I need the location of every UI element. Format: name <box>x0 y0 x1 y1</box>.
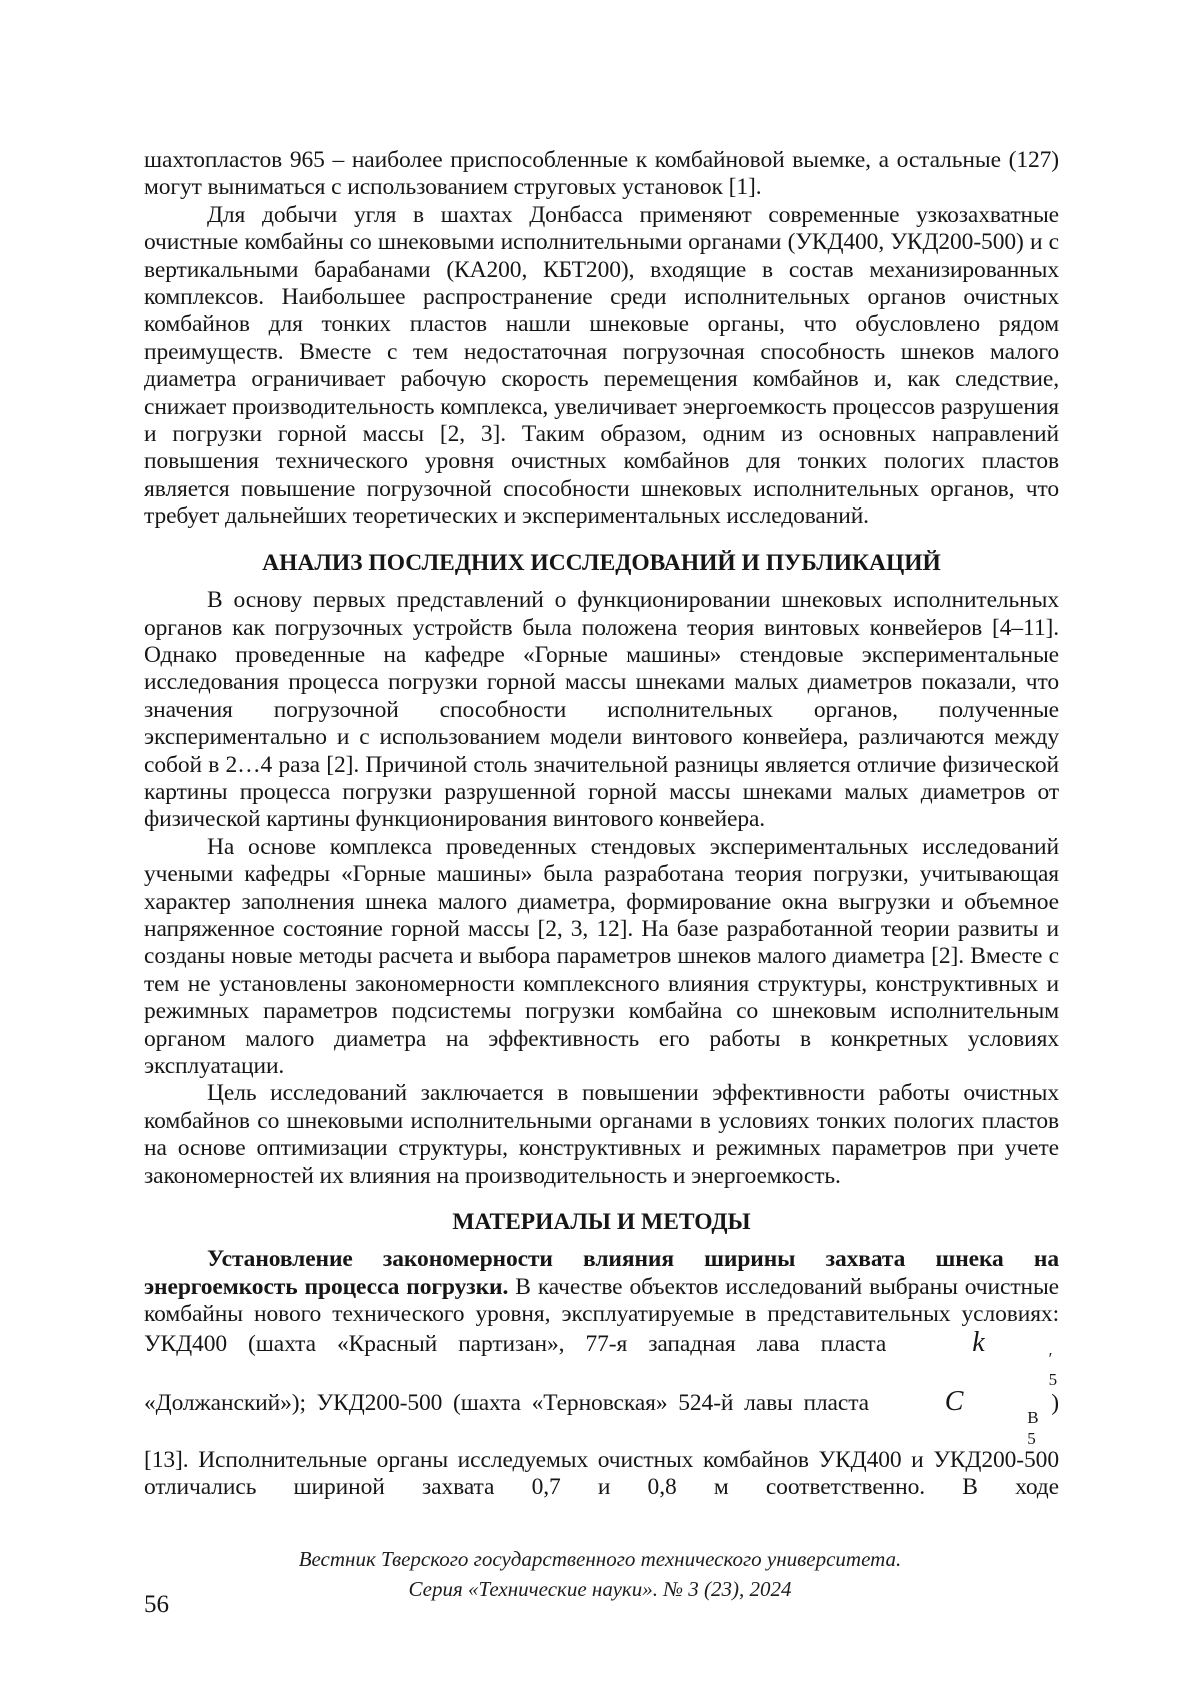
paragraph-lead-bold: Установление закономерности влияния ширины захвата шнека на энергоемкость процесса погрузки. <box>144 1246 1059 1300</box>
formula-base-symbol: C <box>944 1385 964 1417</box>
paragraph-text: В качестве объектов исследований выбраны очистные комбайны нового технического уровня, эксплуатируемые в представительных условиях: УКД400 (шахта «Красный партизан», 77-я западная лава пласта <box>144 1273 1059 1357</box>
inline-formula <box>882 1385 1039 1448</box>
paragraph-text: ) [13]. Исполнительные органы исследуемых очистных комбайнов УКД400 и УКД200-500 отличались шириной захвата 0,7 и 0,8 м соответственно. В ходе <box>144 1389 1059 1501</box>
inline-formula <box>909 1326 1057 1389</box>
body-paragraph <box>144 1080 1059 1190</box>
formula-subscript: 5 <box>1027 1428 1036 1448</box>
paragraph-text: Для добычи угля в шахтах Донбасса применяют современные узкозахватные очистные комбайны со шнековыми исполнительными органами (УКД400, УКД200-500) и с вертикальными барабанами (КА200, КБТ200), входящие в состав механизированных комплексов. Наибольшее распространение среди исполнительных органов очистных комбайнов для тонких пластов нашли шнековые органы, что обусловлено рядом преимуществ. Вместе с тем недостаточная погрузочная способность шнеков малого диаметра ограничивает рабочую скорость перемещения комбайнов и, как следствие, снижает производительность комплекса, увеличивает энергоемкость процессов разрушения и погрузки горной массы [2, 3]. Таким образом, одним из основных направлений повышения технического уровня очистных комбайнов для тонких пологих пластов является повышение погрузочной способности шнековых исполнительных органов, что требует дальнейших теоретических и экспериментальных исследований. <box>144 201 1059 530</box>
body-paragraph <box>144 587 1059 834</box>
body-paragraph <box>144 834 1059 1081</box>
body-paragraph <box>144 147 1059 202</box>
journal-footer-line1: Вестник Тверского государственного технического университета. <box>298 1547 902 1571</box>
paragraph-text: На основе комплекса проведенных стендовых экспериментальных исследований учеными кафедры «Горные машины» была разработана теория погрузки, учитывающая характер заполнения шнека малого диаметра, формирование окна выгрузки и объемное напряженное состояние горной массы [2, 3, 12]. На базе разработанной теории развиты и созданы новые методы расчета и выбора параметров шнеков малого диаметра [2]. Вместе с тем не установлены закономерности комплексного влияния структуры, конструктивных и режимных параметров подсистемы погрузки комбайна со шнековым исполнительным органом малого диаметра на эффективность его работы в конкретных условиях эксплуатации. <box>144 833 1059 1079</box>
section-heading: МАТЕРИАЛЫ И МЕТОДЫ <box>452 1209 751 1236</box>
formula-script-stack <box>964 1409 1038 1447</box>
formula-superscript: ′ <box>1048 1348 1053 1368</box>
formula-subscript: 5 <box>1048 1369 1057 1389</box>
formula-script-stack <box>986 1350 1057 1388</box>
body-paragraph <box>144 1246 1059 1501</box>
section-heading: АНАЛИЗ ПОСЛЕДНИХ ИССЛЕДОВАНИЙ И ПУБЛИКАЦИЙ <box>262 549 941 576</box>
article-body <box>144 147 1059 1501</box>
formula-superscript: В <box>1027 1407 1039 1427</box>
page-number: 56 <box>144 1591 169 1618</box>
body-paragraph <box>144 202 1059 531</box>
paragraph-text: В основу первых представлений о функционировании шнековых исполнительных органов как погрузочных устройств была положена теория винтовых конвейеров [4–11]. Однако проведенные на кафедре «Горные машины» стендовые экспериментальные исследования процесса погрузки горной массы шнеками малых диаметров показали, что значения погрузочной способности исполнительных органов, полученные экспериментально и с использованием модели винтового конвейера, различаются между собой в 2…4 раза [2]. Причиной столь значительной разницы является отличие физической картины процесса погрузки разрушенной горной массы шнеками малых диаметров от физической картины функционирования винтового конвейера. <box>144 587 1059 833</box>
journal-footer <box>0 1544 1200 1604</box>
formula-base-symbol: k <box>972 1326 985 1358</box>
paragraph-text: Цель исследований заключается в повышении эффективности работы очистных комбайнов со шнековыми исполнительными органами в условиях тонких пологих пластов на основе оптимизации структуры, конструктивных и режимных параметров при учете закономерностей их влияния на производительность и энергоемкость. <box>144 1080 1059 1189</box>
paragraph-text: «Должанский»); УКД200-500 (шахта «Терновская» 524-й лавы пласта <box>144 1389 880 1416</box>
paragraph-text: шахтопластов 965 – наиболее приспособленные к комбайновой выемке, а остальные (127) могут выниматься с использованием струговых установок [1]. <box>144 147 1059 201</box>
journal-footer-line2: Серия «Технические науки». № 3 (23), 2024 <box>408 1577 792 1601</box>
